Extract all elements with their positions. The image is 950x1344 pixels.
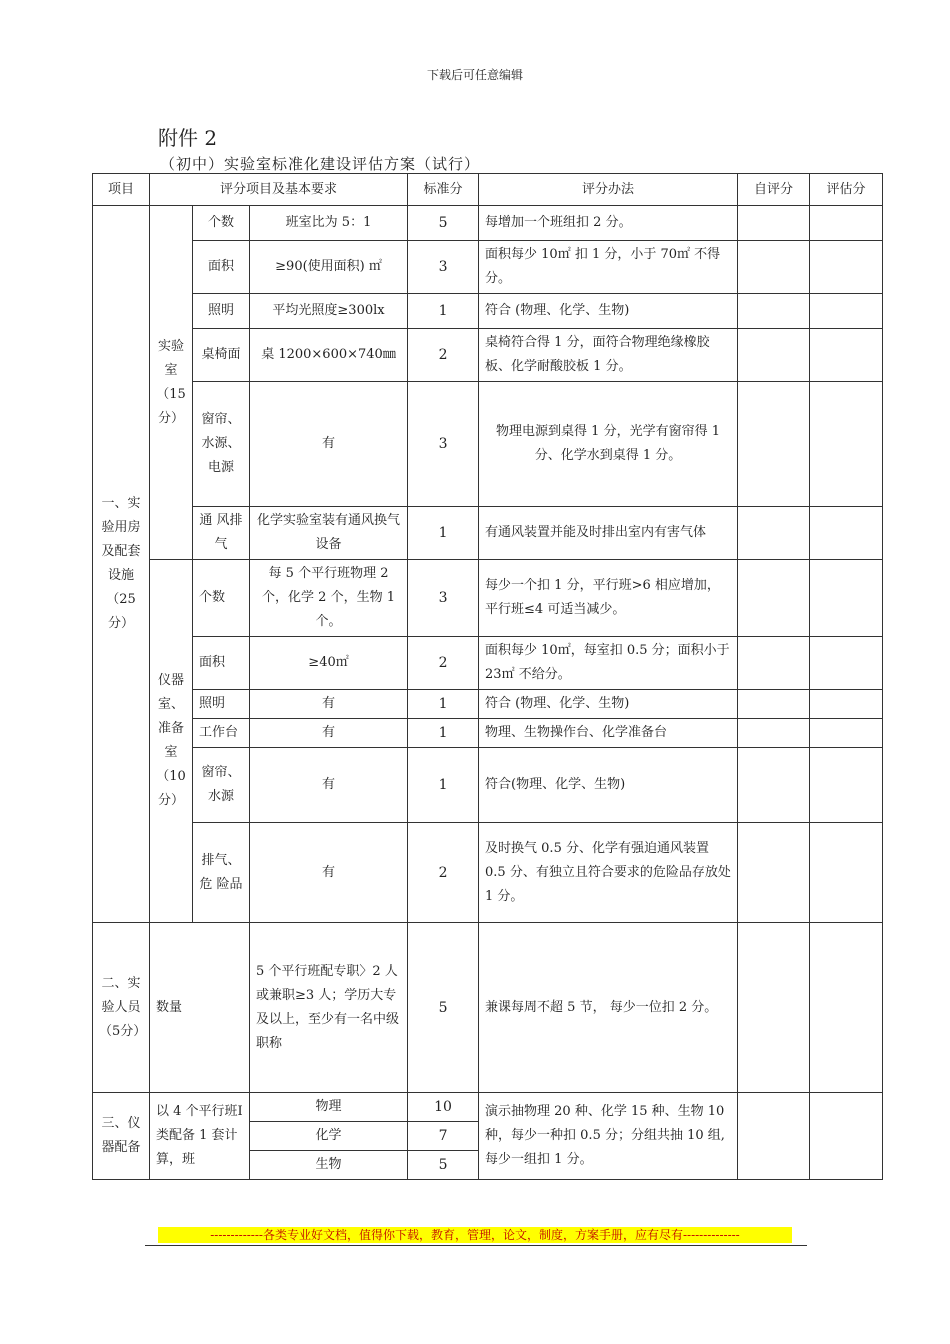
requirement-cell: 以 4 个平行班Ⅰ类配备 1 套计算，班 xyxy=(150,1093,250,1180)
item-cell: 数量 xyxy=(150,923,250,1093)
item-cell: 面积 xyxy=(193,637,250,690)
score-cell: 2 xyxy=(408,329,479,382)
eval-score-cell[interactable] xyxy=(810,241,883,294)
table-row xyxy=(93,719,883,748)
self-score-cell[interactable] xyxy=(738,206,810,241)
header-standard: 标准分 xyxy=(408,174,479,206)
method-cell: 有通风装置并能及时排出室内有害气体 xyxy=(479,507,738,560)
eval-score-cell[interactable] xyxy=(810,690,883,719)
item-cell: 通 风排气 xyxy=(193,507,250,560)
eval-score-cell[interactable] xyxy=(810,294,883,329)
eval-score-cell[interactable] xyxy=(810,748,883,823)
section1-title: 一、实验用房及配套设施（25分） xyxy=(93,206,150,923)
table-row xyxy=(93,748,883,823)
table-row xyxy=(93,823,883,923)
requirement-cell: 有 xyxy=(250,823,408,923)
score-cell: 1 xyxy=(408,719,479,748)
self-score-cell[interactable] xyxy=(738,241,810,294)
method-cell: 物理、生物操作台、化学准备台 xyxy=(479,719,738,748)
requirement-cell: 有 xyxy=(250,690,408,719)
requirement-cell: ≥90(使用面积) ㎡ xyxy=(250,241,408,294)
method-cell: 演示抽物理 20 种、化学 15 种、生物 10 种，每少一种扣 0.5 分；分组共抽 10 组,每少一组扣 1 分。 xyxy=(479,1093,738,1180)
table-row xyxy=(93,690,883,719)
score-cell: 5 xyxy=(408,923,479,1093)
eval-score-cell[interactable] xyxy=(810,1093,883,1180)
subject-cell: 生物 xyxy=(250,1151,408,1180)
item-cell: 个数 xyxy=(193,206,250,241)
item-cell: 桌椅面 xyxy=(193,329,250,382)
lab-title: 实验室（15分） xyxy=(150,206,193,560)
score-cell: 5 xyxy=(408,1151,479,1180)
table-row xyxy=(93,329,883,382)
score-cell: 3 xyxy=(408,560,479,637)
eval-score-cell[interactable] xyxy=(810,329,883,382)
requirement-cell: 班室比为 5：1 xyxy=(250,206,408,241)
score-cell: 5 xyxy=(408,206,479,241)
score-cell: 3 xyxy=(408,382,479,507)
table-row xyxy=(93,206,883,241)
self-score-cell[interactable] xyxy=(738,382,810,507)
requirement-cell: 桌 1200×600×740㎜ xyxy=(250,329,408,382)
table-row xyxy=(93,923,883,1093)
self-score-cell[interactable] xyxy=(738,294,810,329)
self-score-cell[interactable] xyxy=(738,637,810,690)
method-cell: 物理电源到桌得 1 分，光学有窗帘得 1 分、化学水到桌得 1 分。 xyxy=(479,382,738,507)
self-score-cell[interactable] xyxy=(738,923,810,1093)
item-cell: 照明 xyxy=(193,690,250,719)
table-row xyxy=(93,637,883,690)
item-cell: 照明 xyxy=(193,294,250,329)
score-cell: 7 xyxy=(408,1122,479,1151)
requirement-cell: 每 5 个平行班物理 2 个，化学 2 个，生物 1 个。 xyxy=(250,560,408,637)
table-row xyxy=(93,560,883,637)
method-cell: 符合 (物理、化学、生物) xyxy=(479,294,738,329)
item-cell: 窗帘、水源 xyxy=(193,748,250,823)
requirement-cell: ≥40㎡ xyxy=(250,637,408,690)
score-cell: 1 xyxy=(408,690,479,719)
header-row xyxy=(93,174,883,206)
eval-score-cell[interactable] xyxy=(810,382,883,507)
item-cell: 排气、危 险品 xyxy=(193,823,250,923)
requirement-cell: 有 xyxy=(250,719,408,748)
eval-score-cell[interactable] xyxy=(810,206,883,241)
score-cell: 2 xyxy=(408,637,479,690)
header-requirement: 评分项目及基本要求 xyxy=(150,174,408,206)
method-cell: 符合(物理、化学、生物) xyxy=(479,748,738,823)
table-row xyxy=(93,507,883,560)
footer-divider xyxy=(145,1245,807,1246)
evaluation-table xyxy=(92,173,883,1180)
table-row xyxy=(93,241,883,294)
eval-score-cell[interactable] xyxy=(810,923,883,1093)
header-method: 评分办法 xyxy=(479,174,738,206)
table-row xyxy=(93,1093,883,1122)
section3-title: 三、仪器配备 xyxy=(93,1093,150,1180)
prep-title: 仪器室、准备室（10分） xyxy=(150,560,193,923)
score-cell: 1 xyxy=(408,294,479,329)
attachment-label: 附件 2 xyxy=(158,126,218,150)
eval-score-cell[interactable] xyxy=(810,560,883,637)
method-cell: 兼课每周不超 5 节， 每少一位扣 2 分。 xyxy=(479,923,738,1093)
score-cell: 1 xyxy=(408,507,479,560)
requirement-cell: 有 xyxy=(250,382,408,507)
item-cell: 面积 xyxy=(193,241,250,294)
self-score-cell[interactable] xyxy=(738,719,810,748)
table-row xyxy=(93,294,883,329)
method-cell: 面积每少 10㎡ 扣 1 分，小于 70㎡ 不得分。 xyxy=(479,241,738,294)
requirement-cell: 化学实验室装有通风换气设备 xyxy=(250,507,408,560)
self-score-cell[interactable] xyxy=(738,748,810,823)
eval-score-cell[interactable] xyxy=(810,719,883,748)
header-eval: 评估分 xyxy=(810,174,883,206)
method-cell: 每增加一个班组扣 2 分。 xyxy=(479,206,738,241)
table-row xyxy=(93,382,883,507)
item-cell: 窗帘、水源、电源 xyxy=(193,382,250,507)
self-score-cell[interactable] xyxy=(738,329,810,382)
subject-cell: 化学 xyxy=(250,1122,408,1151)
header-note: 下载后可任意编辑 xyxy=(426,68,523,82)
subject-cell: 物理 xyxy=(250,1093,408,1122)
eval-score-cell[interactable] xyxy=(810,823,883,923)
score-cell: 2 xyxy=(408,823,479,923)
method-cell: 符合 (物理、化学、生物) xyxy=(479,690,738,719)
score-cell: 10 xyxy=(408,1093,479,1122)
item-cell: 工作台 xyxy=(193,719,250,748)
eval-score-cell[interactable] xyxy=(810,637,883,690)
item-cell: 个数 xyxy=(193,560,250,637)
document-title: （初中）实验室标准化建设评估方案（试行） xyxy=(160,155,481,173)
footer-banner: -------------各类专业好文档，值得你下载，教育，管理，论文，制度，方案手册，应有尽有-------------- xyxy=(158,1227,792,1243)
method-cell: 每少一个扣 1 分，平行班>6 相应增加，平行班≤4 可适当减少。 xyxy=(479,560,738,637)
method-cell: 桌椅符合得 1 分，面符合物理绝缘橡胶板、化学耐酸胶板 1 分。 xyxy=(479,329,738,382)
self-score-cell[interactable] xyxy=(738,507,810,560)
score-cell: 1 xyxy=(408,748,479,823)
requirement-cell: 有 xyxy=(250,748,408,823)
score-cell: 3 xyxy=(408,241,479,294)
requirement-cell: 5 个平行班配专职〉2 人或兼职≥3 人；学历大专及以上，至少有一名中级职称 xyxy=(250,923,408,1093)
header-self: 自评分 xyxy=(738,174,810,206)
self-score-cell[interactable] xyxy=(738,560,810,637)
self-score-cell[interactable] xyxy=(738,1093,810,1180)
eval-score-cell[interactable] xyxy=(810,507,883,560)
section2-title: 二、实验人员（5分） xyxy=(93,923,150,1093)
self-score-cell[interactable] xyxy=(738,823,810,923)
header-item: 项目 xyxy=(93,174,150,206)
requirement-cell: 平均光照度≥300lx xyxy=(250,294,408,329)
method-cell: 及时换气 0.5 分、化学有强迫通风装置 0.5 分、有独立且符合要求的危险品存放处 1 分。 xyxy=(479,823,738,923)
method-cell: 面积每少 10㎡，每室扣 0.5 分；面积小于 23㎡ 不给分。 xyxy=(479,637,738,690)
self-score-cell[interactable] xyxy=(738,690,810,719)
